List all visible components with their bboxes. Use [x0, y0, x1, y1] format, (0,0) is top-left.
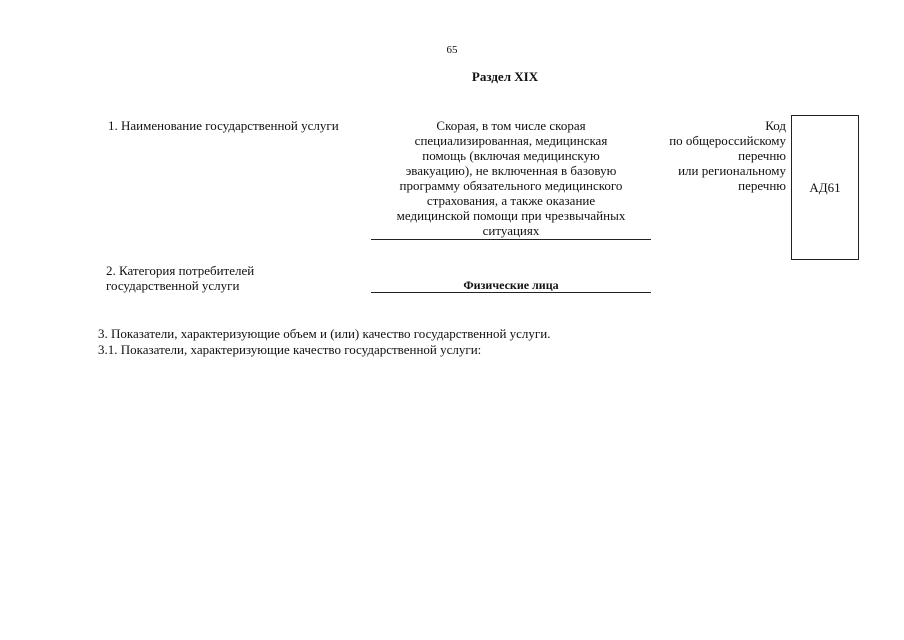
consumer-category-value: Физические лица: [371, 278, 651, 293]
consumer-category-label: [106, 263, 254, 293]
service-value-line: эвакуацию), не включенная в базовую: [405, 163, 617, 178]
service-name-value: [371, 118, 651, 240]
service-value-line: Скорая, в том числе скорая: [436, 118, 586, 133]
section-title: Раздел XIX: [471, 69, 539, 84]
indicators-heading: 3. Показатели, характеризующие объем и (или) качество государственной услуги.: [98, 326, 551, 341]
service-value-line: специализированная, медицинская: [414, 133, 608, 148]
code-label-line: перечню: [738, 148, 786, 163]
code-value: АД61: [809, 179, 841, 195]
code-box: [791, 115, 859, 260]
page-number: 65: [446, 44, 458, 56]
service-value-line: ситуациях: [482, 223, 540, 238]
quality-indicators-heading: 3.1. Показатели, характеризующие качество государственной услуги:: [98, 342, 482, 357]
service-value-line: медицинской помощи при чрезвычайных: [396, 208, 626, 223]
code-label-line: или региональному: [678, 163, 786, 178]
code-label-line: перечню: [738, 178, 786, 193]
service-value-line: страхования, а также оказание: [426, 193, 596, 208]
consumer-label-line: государственной услуги: [106, 278, 240, 293]
code-label-line: Код: [765, 118, 786, 133]
service-value-line: помощь (включая медицинскую: [422, 148, 600, 163]
service-name-label: 1. Наименование государственной услуги: [108, 118, 339, 133]
service-value-line: программу обязательного медицинского: [399, 178, 623, 193]
consumer-label-line: 2. Категория потребителей: [106, 263, 255, 278]
code-label: [655, 118, 786, 193]
code-label-line: по общероссийскому: [669, 133, 786, 148]
